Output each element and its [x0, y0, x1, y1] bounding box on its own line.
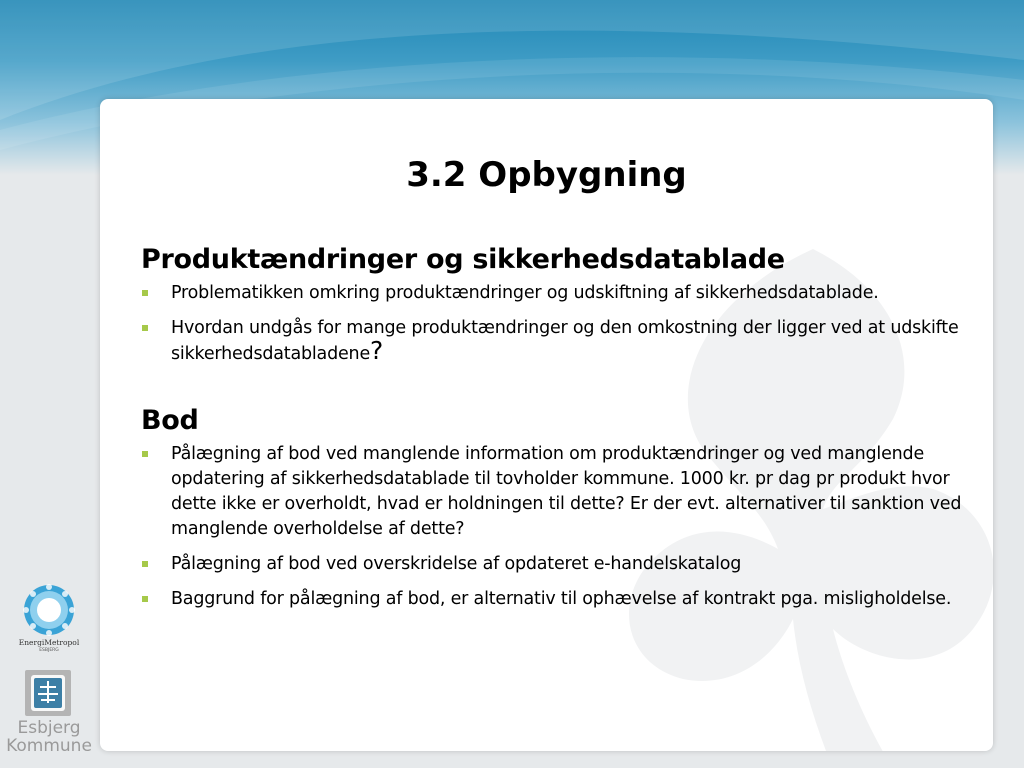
slide-title: 3.2 Opbygning	[406, 155, 687, 195]
energimetropol-logo-text: EnergiMetropol	[18, 638, 80, 647]
list-item-text: Pålægning af bod ved manglende information om produktændringer og ved manglende opdatering af sikkerhedsdatablade til tovholder kommune. 1000 kr. pr dag pr produkt hvor dette ikke er overholdt, hvad er holdningen til dette? Er der evt. alternativer til sanktion ved manglende overholdelse af dette?	[171, 444, 962, 539]
square-bullet-icon	[142, 325, 148, 331]
esbjerg-kommune-logo-text	[0, 719, 98, 755]
list-item	[141, 552, 986, 577]
square-bullet-icon	[142, 290, 148, 296]
esbjerg-crest-icon	[25, 670, 71, 716]
square-bullet-icon	[142, 596, 148, 602]
square-bullet-icon	[142, 561, 148, 567]
question-mark: ?	[370, 336, 384, 365]
energimetropol-logo-subtext: ESBJERG	[39, 648, 59, 653]
slide-card	[100, 99, 993, 751]
bullet-list-produktaendringer	[141, 281, 986, 367]
list-item-text: Hvordan undgås for mange produktændringer og den omkostning der ligger ved at udskifte sikkerhedsdatabladene	[171, 318, 959, 364]
list-item-text: Problematikken omkring produktændringer og udskiftning af sikkerhedsdatablade.	[171, 283, 879, 303]
list-item	[141, 316, 986, 367]
list-item	[141, 587, 986, 612]
list-item	[141, 442, 986, 542]
section-heading-produktaendringer: Produktændringer og sikkerhedsdatablade	[141, 244, 785, 275]
energimetropol-logo-icon	[22, 583, 76, 637]
list-item	[141, 281, 986, 306]
list-item-text: Baggrund for pålægning af bod, er alternativ til ophævelse af kontrakt pga. misligholdelse.	[171, 589, 952, 609]
esbjerg-logo-line1: Esbjerg	[17, 718, 81, 738]
logo-column	[0, 575, 98, 768]
bullet-list-bod	[141, 442, 986, 612]
slide-content	[141, 244, 986, 622]
section-heading-bod: Bod	[141, 405, 199, 436]
square-bullet-icon	[142, 451, 148, 457]
list-item-text: Pålægning af bod ved overskridelse af opdateret e-handelskatalog	[171, 554, 742, 574]
esbjerg-logo-line2: Kommune	[6, 736, 92, 756]
